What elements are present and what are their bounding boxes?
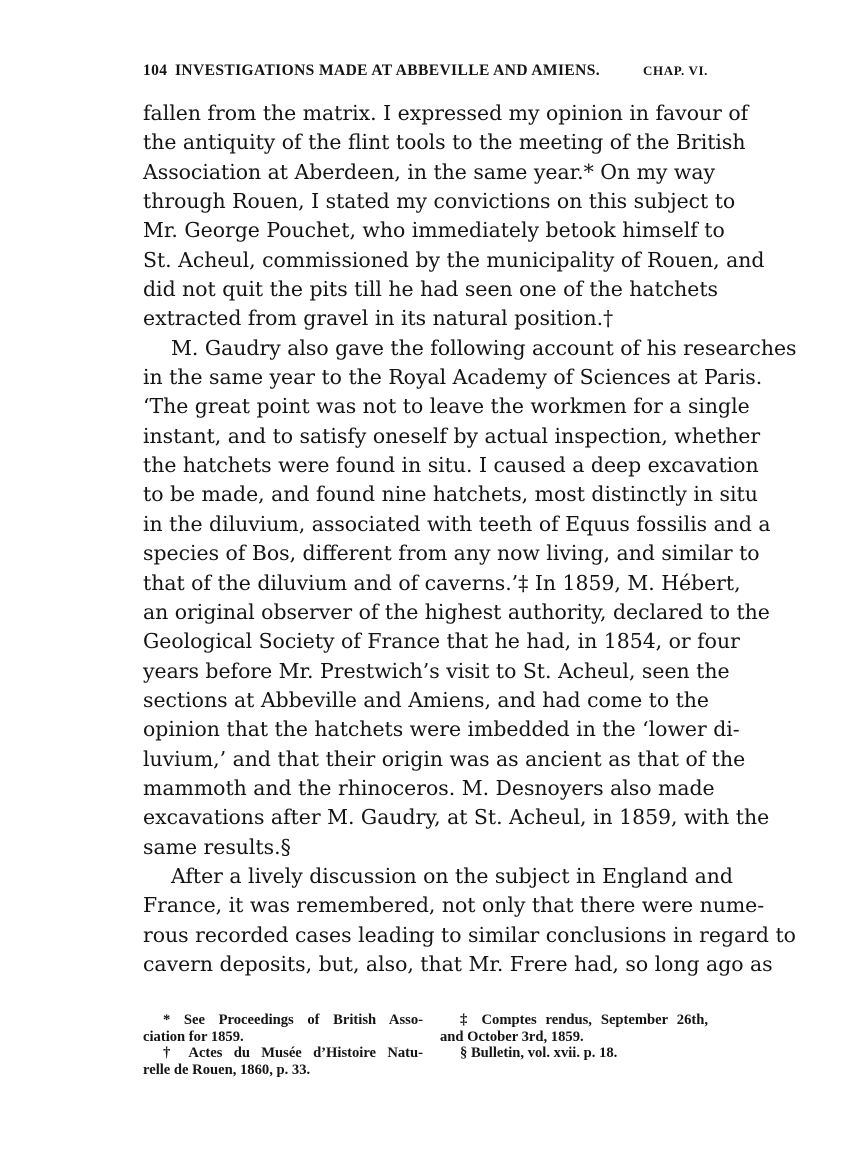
text-line: an original observer of the highest authority, declared to the bbox=[143, 599, 770, 624]
text-line: the antiquity of the flint tools to the meeting of the British bbox=[143, 130, 746, 155]
text-line: years before Mr. Prestwich’s visit to St. Acheul, seen the bbox=[143, 658, 730, 683]
footnote-line: § Bulletin, vol. xvii. p. 18. bbox=[460, 1045, 618, 1061]
footnote-line: ‡ Comptes rendus, September 26th, bbox=[460, 1012, 708, 1028]
text-line: the hatchets were found in situ. I caused a deep excavation bbox=[143, 453, 759, 478]
footnotes-right-column bbox=[440, 1012, 708, 1062]
text-line: sections at Abbeville and Amiens, and had come to the bbox=[143, 687, 709, 712]
footnote-line: relle de Rouen, 1860, p. 33. bbox=[143, 1061, 311, 1078]
footnote-line: * See Proceedings of British Asso- bbox=[163, 1012, 423, 1028]
text-line: excavations after M. Gaudry, at St. Acheul, in 1859, with the bbox=[143, 805, 770, 830]
text-line: opinion that the hatchets were imbedded in the ‘lower di- bbox=[143, 717, 740, 742]
text-line: France, it was remembered, not only that there were nume- bbox=[143, 893, 765, 918]
page-number: 104 bbox=[143, 62, 168, 79]
text-line: fallen from the matrix. I expressed my opinion in favour of bbox=[143, 101, 749, 125]
text-line: mammoth and the rhinoceros. M. Desnoyers also made bbox=[143, 775, 715, 800]
text-line: St. Acheul, commissioned by the municipality of Rouen, and bbox=[143, 247, 765, 272]
text-line: ‘The great point was not to leave the workmen for a single bbox=[143, 394, 750, 419]
text-line: rous recorded cases leading to similar conclusions in regard to bbox=[143, 922, 796, 947]
text-line: in the same year to the Royal Academy of Sciences at Paris. bbox=[143, 365, 763, 390]
text-line: cavern deposits, but, also, that Mr. Frere had, so long ago as bbox=[143, 951, 773, 976]
chapter-label: CHAP. VI. bbox=[643, 63, 708, 78]
paragraph-start-line: After a lively discussion on the subject in England and bbox=[171, 863, 733, 888]
text-line: to be made, and found nine hatchets, most distinctly in situ bbox=[143, 482, 758, 507]
footnote-line: † Actes du Musée d’Histoire Natu- bbox=[163, 1045, 423, 1061]
text-line: Mr. George Pouchet, who immediately betook himself to bbox=[143, 218, 725, 243]
footnote-line: ciation for 1859. bbox=[143, 1028, 244, 1045]
text-line: extracted from gravel in its natural position.† bbox=[143, 306, 614, 331]
footnotes-left-column bbox=[143, 1012, 423, 1078]
text-line: in the diluvium, associated with teeth of Equus fossilis and a bbox=[143, 511, 771, 536]
running-title: INVESTIGATIONS MADE AT ABBEVILLE AND AMIENS. bbox=[175, 62, 601, 79]
running-head bbox=[143, 62, 708, 84]
text-line: instant, and to satisfy oneself by actual inspection, whether bbox=[143, 423, 761, 448]
footnote-line: and October 3rd, 1859. bbox=[440, 1028, 584, 1045]
text-line: did not quit the pits till he had seen one of the hatchets bbox=[143, 277, 719, 302]
text-line: that of the diluvium and of caverns.’‡ In 1859, M. Hébert, bbox=[143, 570, 741, 595]
text-line: species of Bos, different from any now living, and similar to bbox=[143, 541, 760, 566]
footnotes bbox=[143, 1012, 708, 1102]
text-line: Geological Society of France that he had, in 1854, or four bbox=[143, 629, 740, 654]
text-line: Association at Aberdeen, in the same year.* On my way bbox=[143, 159, 716, 184]
text-line: through Rouen, I stated my convictions on this subject to bbox=[143, 189, 736, 214]
body-text bbox=[143, 99, 797, 979]
paragraph-start-line: M. Gaudry also gave the following account of his researches bbox=[171, 335, 797, 360]
text-line: same results.§ bbox=[143, 834, 291, 859]
text-line: luvium,’ and that their origin was as ancient as that of the bbox=[143, 746, 746, 771]
